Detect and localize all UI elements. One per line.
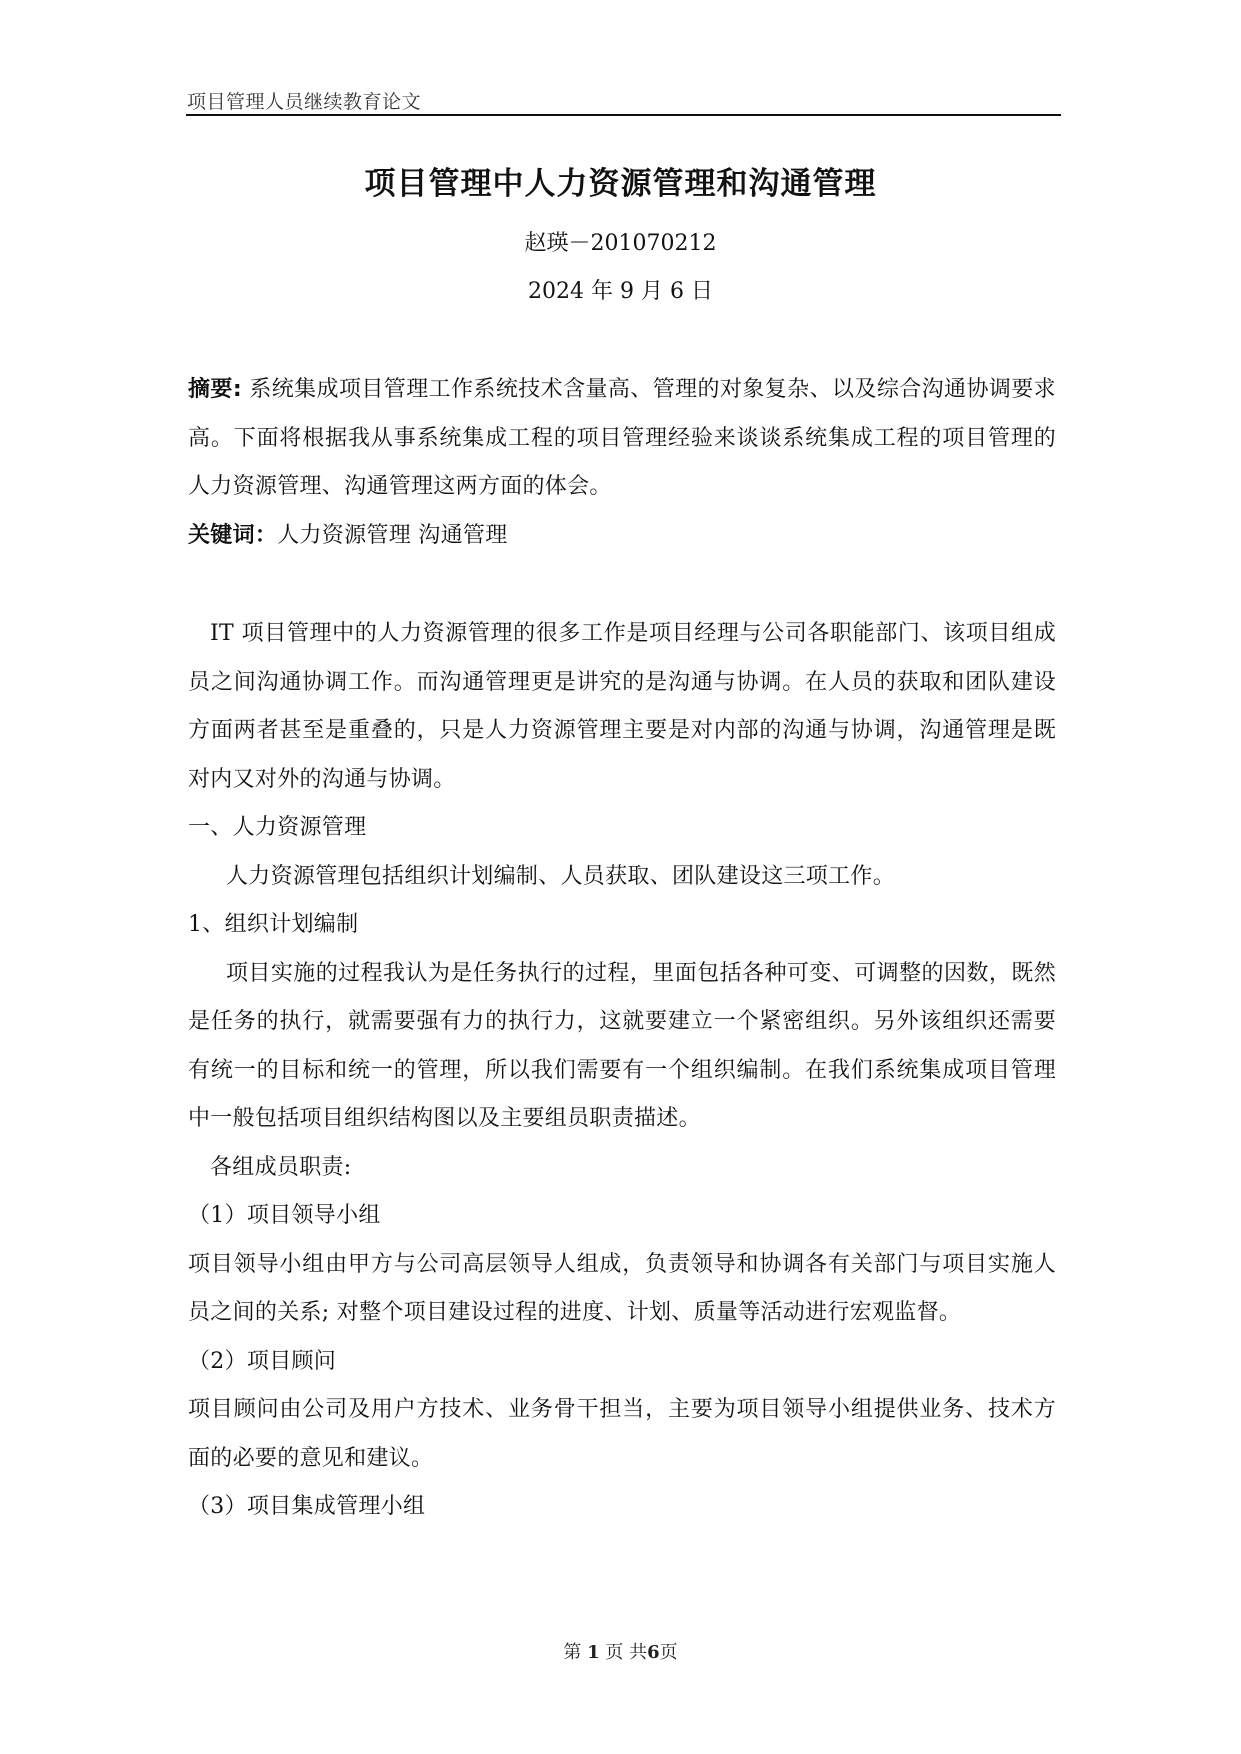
- page-footer: [0, 1638, 1241, 1664]
- page-total: 6: [647, 1642, 660, 1663]
- abstract-text: 系统集成项目管理工作系统技术含量高、管理的对象复杂、以及综合沟通协调要求高。下面将根据我从事系统集成工程的项目管理经验来谈谈系统集成工程的项目管理的人力资源管理、沟通管理这两方面的体会。: [188, 377, 1056, 499]
- list-item-heading: （3）项目集成管理小组: [188, 1494, 426, 1519]
- abstract-paragraph: [188, 366, 1056, 512]
- duties-heading: 各组成员职责:: [210, 1154, 352, 1180]
- section-intro-paragraph: 人力资源管理包括组织计划编制、人员获取、团队建设这三项工作。: [226, 863, 896, 889]
- list-item-heading: （1）项目领导小组: [188, 1203, 381, 1228]
- abstract-label: 摘要:: [188, 377, 242, 402]
- subsection-heading: 1、组织计划编制: [188, 912, 359, 937]
- header-rule: [186, 114, 1061, 116]
- keywords-text: 人力资源管理 沟通管理: [277, 522, 508, 548]
- page-number: 1: [587, 1642, 600, 1663]
- subsection-paragraph: 项目实施的过程我认为是任务执行的过程，里面包括各种可变、可调整的因数，既然是任务的执行，就需要强有力的执行力，这就要建立一个紧密组织。另外该组织还需要有统一的目标和统一的管理，所以我们需要有一个组织编制。在我们系统集成项目管理中一般包括项目组织结构图以及主要组员职责描述。: [188, 960, 1056, 1131]
- running-header: 项目管理人员继续教育论文: [187, 91, 422, 113]
- list-item-heading: （2）项目顾问: [188, 1348, 337, 1374]
- intro-paragraph: IT 项目管理中的人力资源管理的很多工作是项目经理与公司各职能部门、该项目组成员之间沟通协调工作。而沟通管理更是讲究的是沟通与协调。在人员的获取和团队建设方面两者甚至是重叠的，只是人力资源管理主要是对内部的沟通与协调，沟通管理是既对内又对外的沟通与协调。: [188, 621, 1056, 792]
- author-line: 赵瑛－201070212: [524, 231, 717, 256]
- keywords-label: 关键词：: [188, 522, 278, 548]
- keywords-paragraph: [188, 512, 1056, 561]
- page-middle: 页 共: [605, 1642, 648, 1663]
- abstract-section: [188, 366, 1056, 560]
- body-section: [188, 610, 1056, 1532]
- list-item-paragraph: 项目领导小组由甲方与公司高层领导人组成，负责领导和协调各有关部门与项目实施人员之间的关系; 对整个项目建设过程的进度、计划、质量等活动进行宏观监督。: [188, 1251, 1056, 1325]
- date-line: 2024 年 9 月 6 日: [528, 279, 713, 304]
- section-heading: 一、人力资源管理: [188, 815, 367, 840]
- page-suffix: 页: [659, 1642, 678, 1663]
- page-prefix: 第: [563, 1642, 582, 1663]
- paper-title: 项目管理中人力资源管理和沟通管理: [364, 166, 877, 202]
- list-item-paragraph: 项目顾问由公司及用户方技术、业务骨干担当，主要为项目领导小组提供业务、技术方面的必要的意见和建议。: [188, 1397, 1056, 1471]
